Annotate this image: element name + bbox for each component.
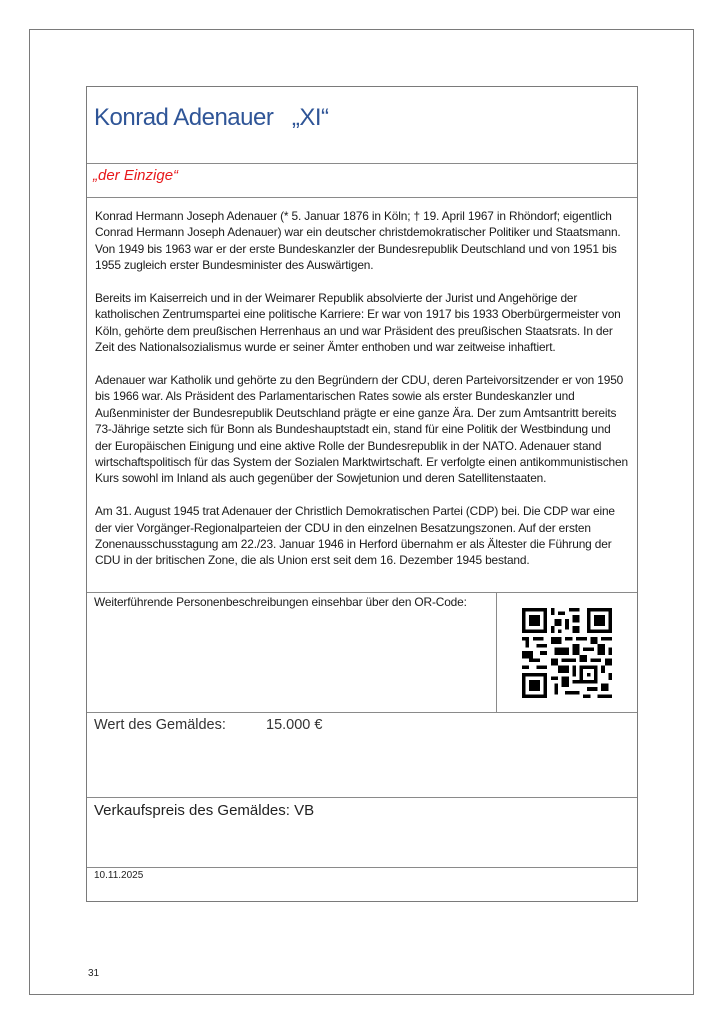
subtitle: „der Einzige“ [93,167,179,184]
qr-code-icon[interactable] [522,608,612,698]
date: 10.11.2025 [94,870,144,881]
date-row [87,868,637,901]
sale-price: Verkaufspreis des Gemäldes: VB [94,802,315,819]
title-row [87,87,637,164]
biography-paragraph: Am 31. August 1945 trat Adenauer der Christlich Demokratischen Partei (CDP) bei. Die CDP war eine der vier Vorgänger-Regionalparteien der CDU in den einzelnen Besatzungszonen. Auf der ersten Zonenausschusstagung am 22./23. Januar 1946 in Herford übernahm er als Ältester die Führung der CDU in der britischen Zone, die als Union erst seit dem 16. Dezember 1945 bestand. [95,504,615,568]
value-amount: 15.000 € [266,717,323,733]
qr-row [87,593,637,713]
price-row [87,798,637,868]
page-title: Konrad Adenauer „XI“ [94,104,329,131]
biography-paragraph: Bereits im Kaiserreich und in der Weimarer Republik absolvierte der Jurist und Angehörige der katholischen Zentrumspartei eine politische Karriere: Er war von 1917 bis 1933 Oberbürgermeister von Köln, gehörte dem preußischen Herrenhaus an und war Präsident des preußischen Staatsrats. In der Zeit des Nationalsozialismus wurde er seiner Ämter enthoben und war zeitweise inhaftiert. [95,291,621,355]
biography-paragraph: Konrad Hermann Joseph Adenauer (* 5. Januar 1876 in Köln; † 19. April 1967 in Rhöndorf; eigentlich Conrad Hermann Joseph Adenauer) war ein deutscher christdemokratischer Politiker und Staatsmann. Von 1949 bis 1963 war er der erste Bundeskanzler der Bundesrepublik Deutschland und von 1951 bis 1955 zugleich erster Bundesminister des Auswärtigen. [95,209,621,273]
biography-section [87,198,637,593]
subtitle-row [87,164,637,198]
painting-info-sheet [86,86,638,902]
page-number: 31 [88,968,100,979]
qr-caption: Weiterführende Personenbeschreibungen einsehbar über den OR-Code: [87,593,497,712]
value-row [87,713,637,798]
biography-paragraph: Adenauer war Katholik und gehörte zu den Begründern der CDU, deren Parteivorsitzender er von 1950 bis 1966 war. Als Präsident des Parlamentarischen Rates sowie als erster Bundeskanzler und Außenminister der Bundesrepublik Deutschland prägte er eine ganze Ära. Der zum Amtsantritt bereits 73-Jährige setzte sich für Bonn als Bundeshauptstadt ein, stand für eine Politik der Westbindung und der Europäischen Einigung und eine aktive Rolle der Bundesrepublik in der NATO. Adenauer stand wirtschaftspolitisch für das System der Sozialen Marktwirtschaft. Er verfolgte einen antikommunistischen Kurs sowohl im Inland als auch gegenüber der Sowjetunion und deren Satellitenstaaten. [95,373,628,486]
qr-cell [497,593,637,712]
value-label: Wert des Gemäldes: [94,717,226,733]
